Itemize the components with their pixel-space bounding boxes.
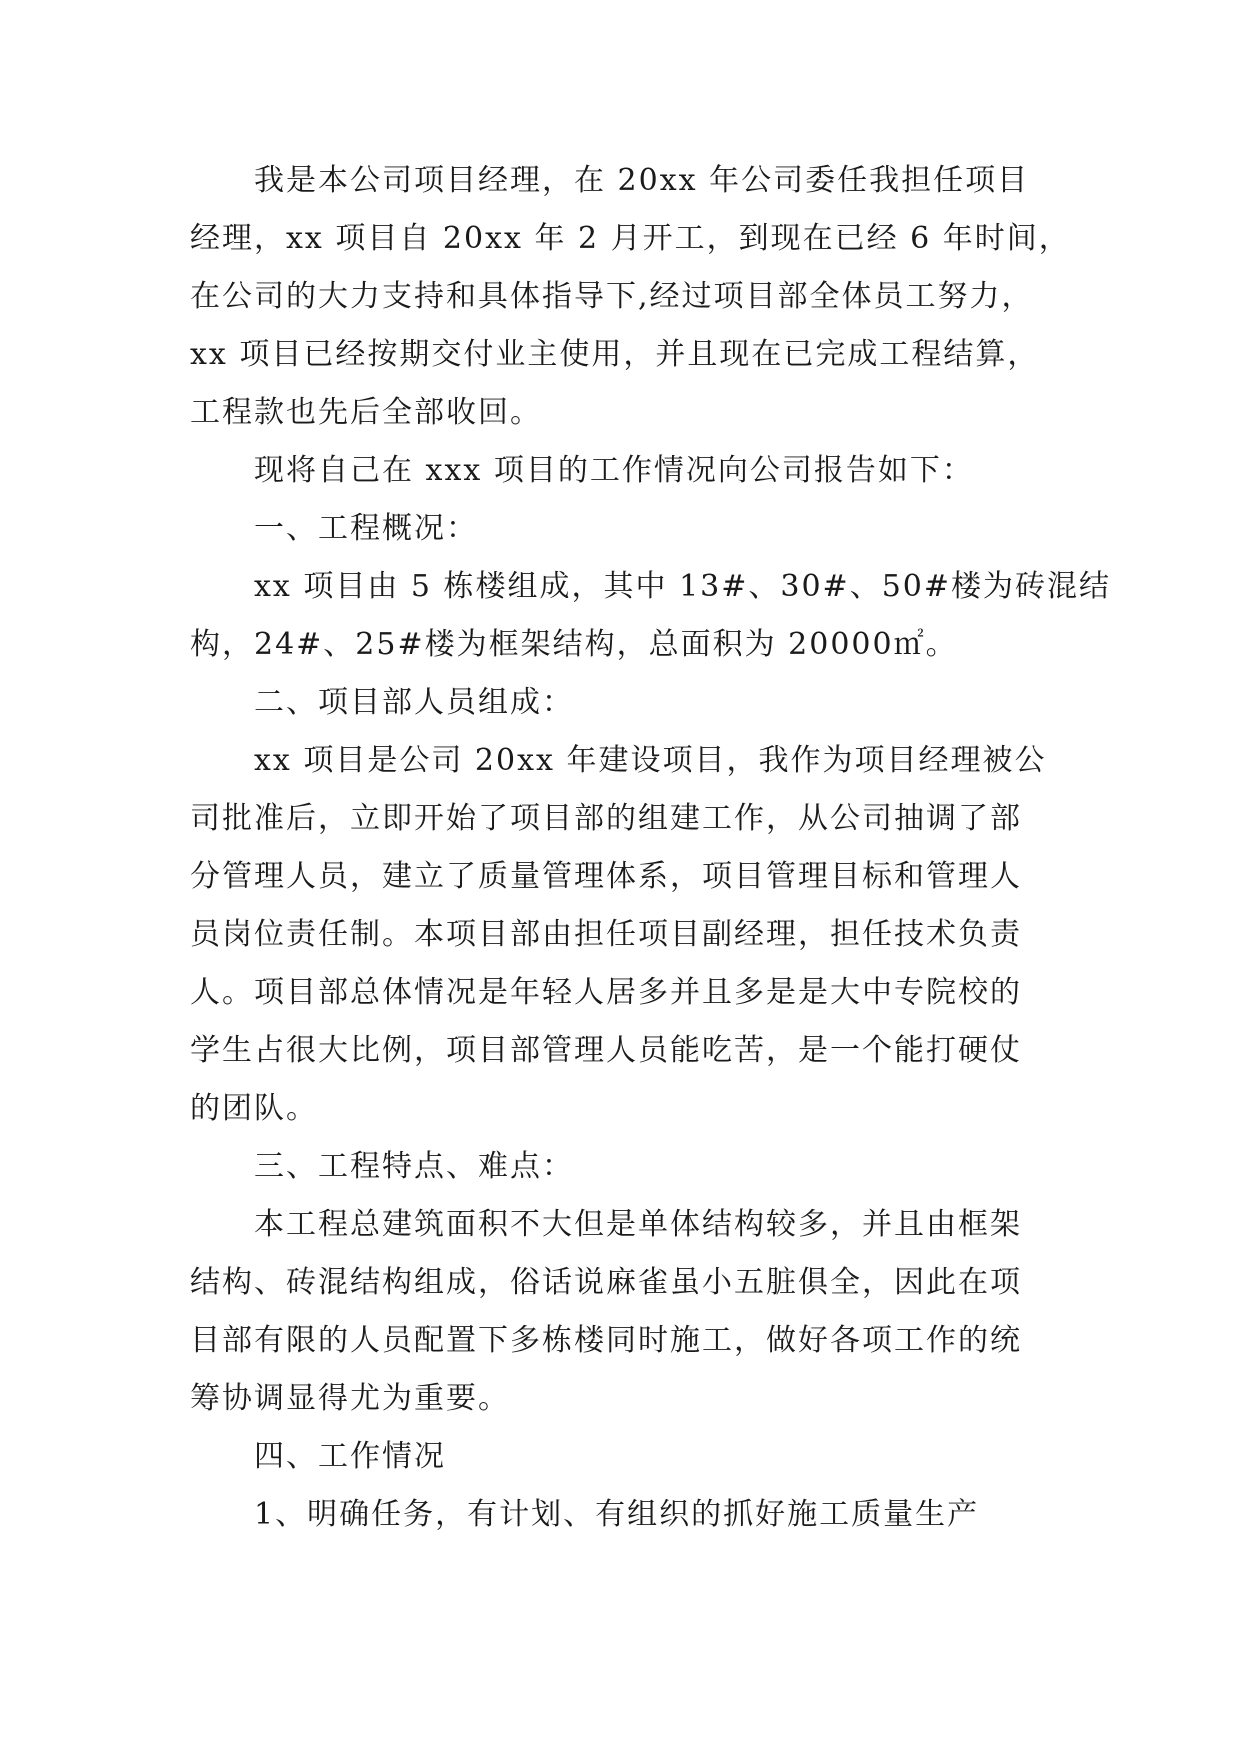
text-line: 经理，xx 项目自 20xx 年 2 月开工，到现在已经 6 年时间， xyxy=(190,221,1071,256)
text-line: 工程款也先后全部收回。 xyxy=(190,395,542,430)
text-line: 本工程总建筑面积不大但是单体结构较多，并且由框架 xyxy=(254,1207,1022,1242)
text-line: 人。项目部总体情况是年轻人居多并且多是是大中专院校的 xyxy=(190,975,1022,1010)
text-line: 构，24#、25#楼为框架结构，总面积为 20000㎡。 xyxy=(190,627,958,662)
text-line: 目部有限的人员配置下多栋楼同时施工，做好各项工作的统 xyxy=(190,1323,1022,1358)
text-line: xx 项目是公司 20xx 年建设项目，我作为项目经理被公 xyxy=(254,743,1047,778)
text-line: 司批准后，立即开始了项目部的组建工作，从公司抽调了部 xyxy=(190,801,1022,836)
document-body xyxy=(190,152,1112,1544)
text-line: 学生占很大比例，项目部管理人员能吃苦，是一个能打硬仗 xyxy=(190,1033,1022,1068)
section-heading: 三、工程特点、难点： xyxy=(254,1149,574,1184)
text-line: 1、明确任务，有计划、有组织的抓好施工质量生产 xyxy=(254,1497,980,1532)
section-heading: 一、工程概况： xyxy=(254,511,478,546)
text-line: xx 项目已经按期交付业主使用，并且现在已完成工程结算， xyxy=(190,337,1040,372)
text-line: xx 项目由 5 栋楼组成，其中 13#、30#、50#楼为砖混结 xyxy=(254,569,1112,604)
text-line: 的团队。 xyxy=(190,1091,318,1126)
text-line: 员岗位责任制。本项目部由担任项目副经理，担任技术负责 xyxy=(190,917,1022,952)
text-line: 分管理人员，建立了质量管理体系，项目管理目标和管理人 xyxy=(190,859,1022,894)
text-line: 我是本公司项目经理，在 20xx 年公司委任我担任项目 xyxy=(254,163,1030,198)
text-line: 筹协调显得尤为重要。 xyxy=(190,1381,510,1416)
text-line: 现将自己在 xxx 项目的工作情况向公司报告如下： xyxy=(254,453,974,488)
text-line: 在公司的大力支持和具体指导下,经过项目部全体员工努力， xyxy=(190,279,1034,314)
section-heading: 四、工作情况 xyxy=(254,1439,446,1474)
text-line: 结构、砖混结构组成，俗话说麻雀虽小五脏俱全，因此在项 xyxy=(190,1265,1022,1300)
section-heading: 二、项目部人员组成： xyxy=(254,685,574,720)
